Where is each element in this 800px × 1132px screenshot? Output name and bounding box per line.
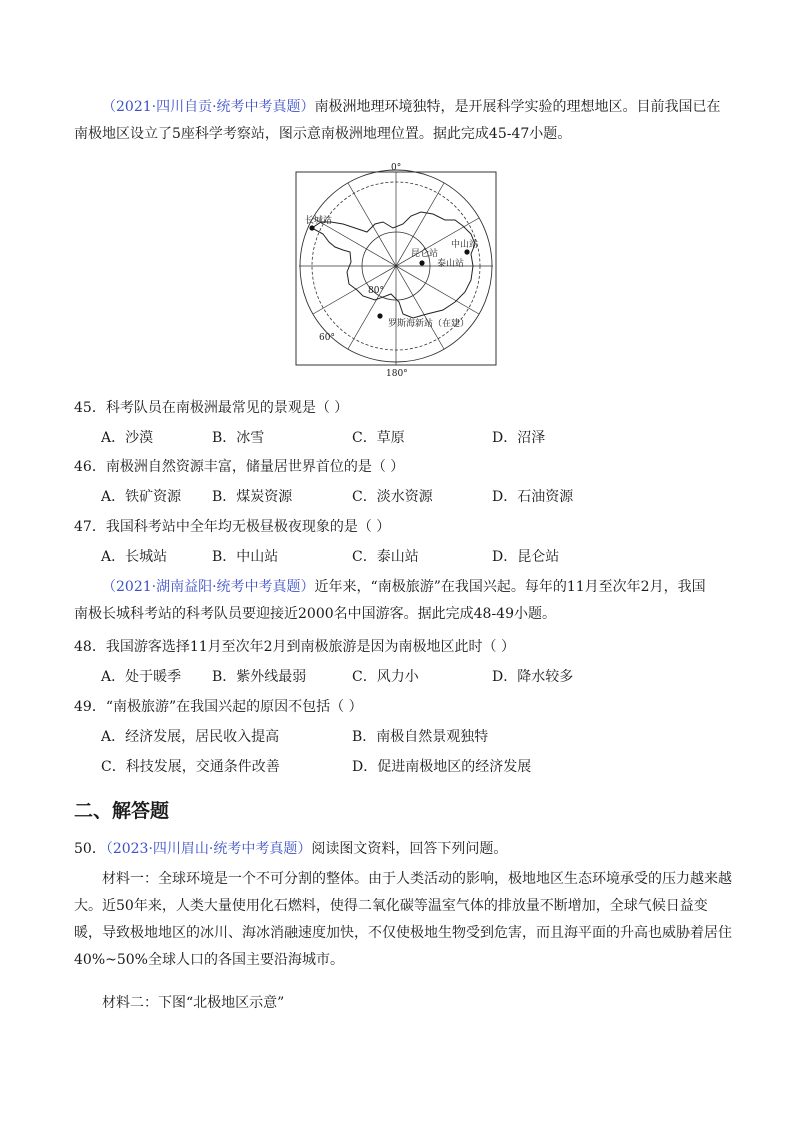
q47-option-a[interactable]: A．长城站 (101, 549, 168, 565)
q48-option-a[interactable]: A．处于暖季 (101, 669, 182, 685)
label-180-degree: 180° (386, 369, 408, 378)
source-tag[interactable]: （2021·湖南益阳·统考中考真题） (102, 579, 315, 595)
changcheng-station-marker (309, 225, 314, 230)
q46-option-d[interactable]: D．石油资源 (492, 489, 574, 505)
question-49: 49．“南极旅游”在我国兴起的原因不包括（ ） (74, 699, 363, 715)
q46-option-a[interactable]: A．铁矿资源 (101, 489, 182, 505)
q49-option-b[interactable]: B．南极自然景观独特 (352, 729, 489, 745)
q47-option-b[interactable]: B．中山站 (212, 549, 279, 565)
q49-option-a[interactable]: A．经济发展，居民收入提高 (101, 729, 280, 745)
label-60-degree: 60° (319, 333, 335, 343)
zhongshan-station-marker (464, 249, 469, 254)
label-80-degree: 80° (368, 286, 384, 296)
question-48: 48．我国游客选择11月至次年2月到南极旅游是因为南极地区此时（ ） (74, 639, 515, 655)
q45-option-a[interactable]: A．沙漠 (101, 430, 154, 446)
label-0-degree: 0° (391, 163, 402, 173)
q48-option-c[interactable]: C．风力小 (352, 669, 419, 685)
material-2: 材料二：下图“北极地区示意” (102, 995, 285, 1011)
label-ross-sea: 罗斯海新站（在建） (388, 319, 470, 329)
q47-option-c[interactable]: C．泰山站 (352, 549, 419, 565)
q48-option-d[interactable]: D．降水较多 (492, 669, 574, 685)
section-title: 二、解答题 (74, 800, 170, 822)
intro-paragraph-1: （2021·四川自贡·统考中考真题）南极洲地理环境独特，是开展科学实验的理想地区。目前我国已在 南极地区设立了5座科学考察站，图示意南极洲地理位置。据此完成45-47小题。 (74, 99, 721, 142)
intro-paragraph-2: （2021·湖南益阳·统考中考真题）近年来，“南极旅游”在我国兴起。每年的11月至次年2月，我国 南极长城科考站的科考队员要迎接近2000名中国游客。据此完成48-49小题。 (74, 579, 706, 622)
q49-option-d[interactable]: D．促进南极地区的经济发展 (352, 759, 532, 775)
label-kunlun: 昆仑站 (411, 249, 439, 259)
ross-sea-station-marker (377, 313, 382, 318)
question-47: 47．我国科考站中全年均无极昼极夜现象的是（ ） (74, 519, 391, 535)
label-changcheng: 长城站 (305, 216, 333, 226)
q45-option-c[interactable]: C．草原 (352, 430, 405, 446)
label-zhongshan: 中山站 (451, 240, 479, 250)
q49-option-c[interactable]: C．科技发展，交通条件改善 (101, 759, 280, 775)
question-45: 45．科考队员在南极洲最常见的景观是（ ） (74, 400, 349, 416)
q45-option-b[interactable]: B．冰雪 (212, 430, 265, 446)
q48-option-b[interactable]: B．紫外线最弱 (212, 669, 307, 685)
label-taishan: 泰山站 (437, 259, 465, 269)
q45-option-d[interactable]: D．沼泽 (492, 430, 546, 446)
q46-option-b[interactable]: B．煤炭资源 (212, 489, 293, 505)
source-tag[interactable]: （2023·四川眉山·统考中考真题） (105, 841, 312, 857)
kunlun-station-marker (419, 260, 424, 265)
material-1: 材料一：全球环境是一个不可分割的整体。由于人类活动的影响，极地地区生态环境承受的压力越来越大。近50年来，人类大量使用化石燃料，使得二氧化碳等温室气体的排放量不断增加，全球气候日益变暖，导致极地地区的冰川、海冰消融速度加快，不仅使极地生物受到危害，而且海平面的升高也威胁着居住40%~50%全球人口的各国主要沿海城市。 (74, 871, 732, 968)
q47-option-d[interactable]: D．昆仑站 (492, 549, 560, 565)
source-tag[interactable]: （2021·四川自贡·统考中考真题） (102, 99, 315, 115)
antarctica-map (295, 162, 497, 382)
question-50: 50．（2023·四川眉山·统考中考真题）阅读图文资料，回答下列问题。 (74, 841, 508, 857)
q46-option-c[interactable]: C．淡水资源 (352, 489, 433, 505)
question-46: 46．南极洲自然资源丰富，储量居世界首位的是（ ） (74, 459, 405, 475)
